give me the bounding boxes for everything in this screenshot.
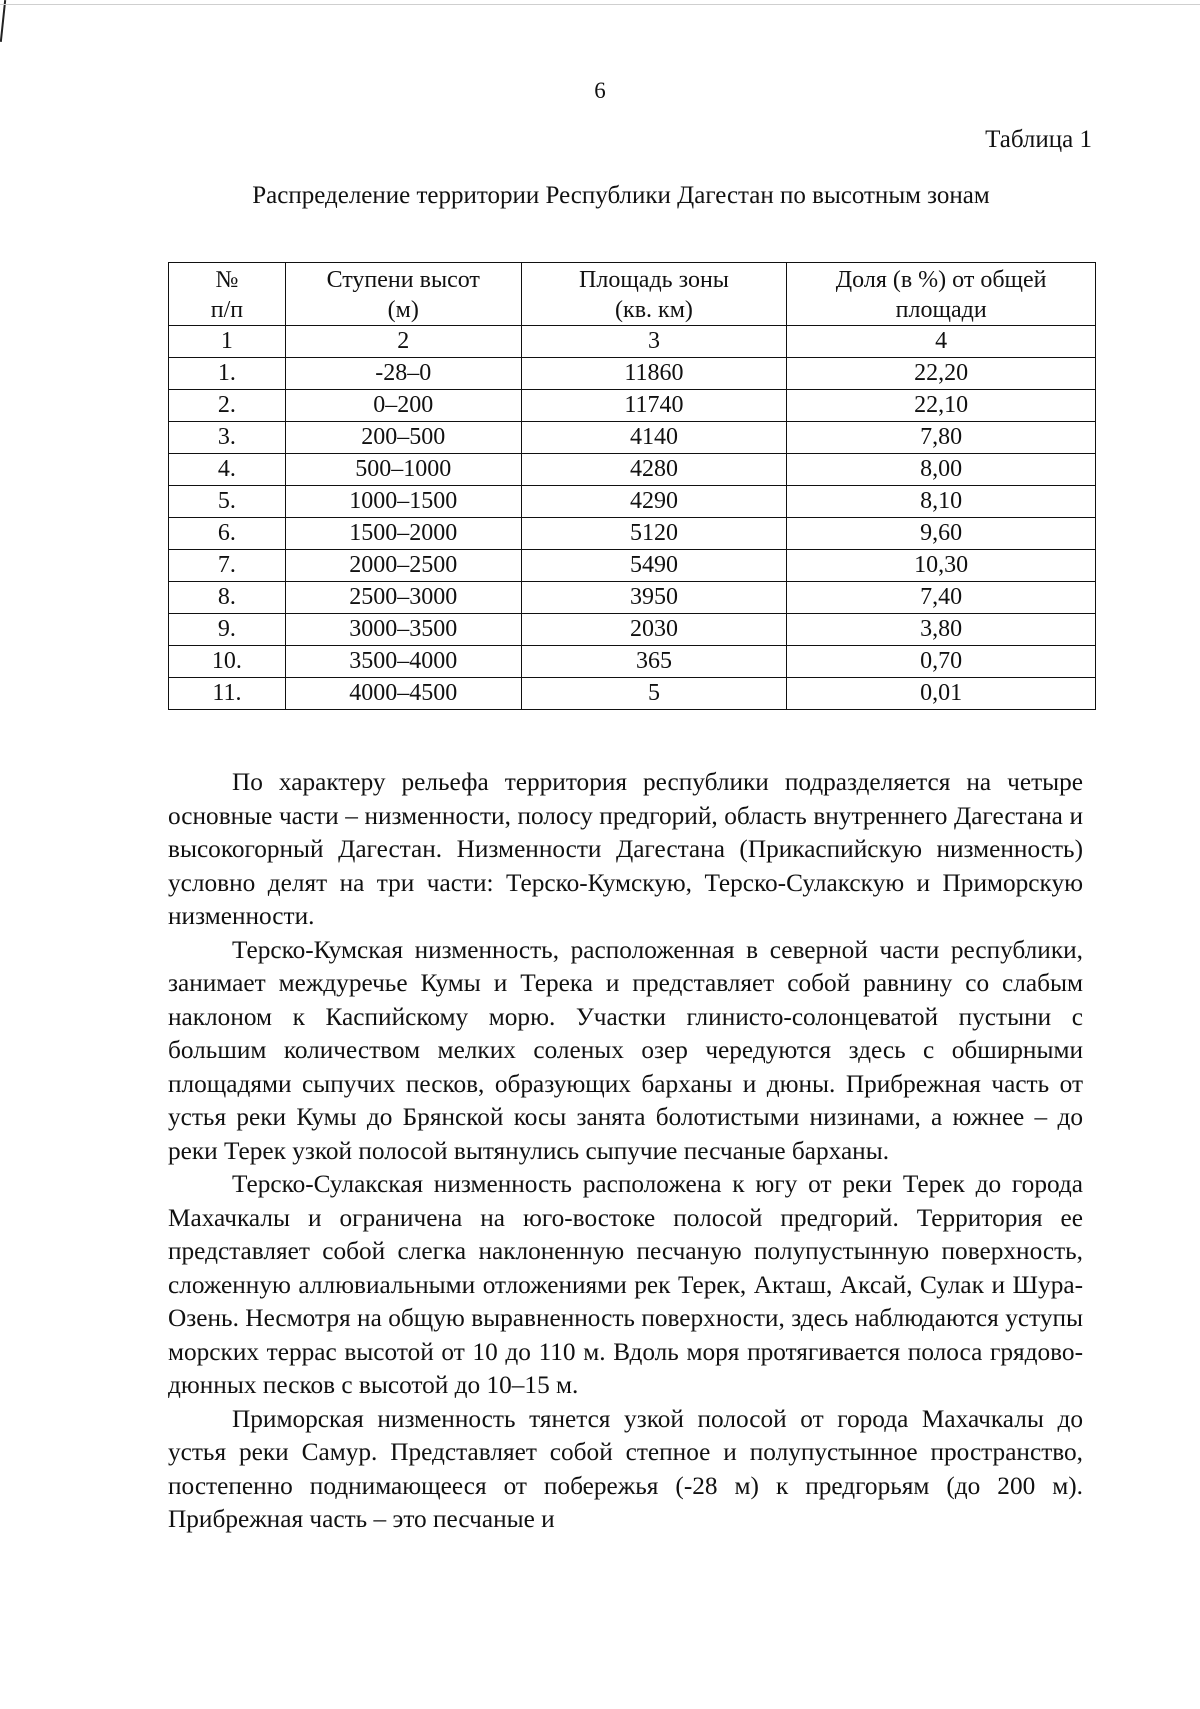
table-row [169,582,1096,614]
table-cell: 5. [169,486,286,518]
table-label: Таблица 1 [985,126,1092,153]
table-cell: 8. [169,582,286,614]
table-cell: 8,10 [787,486,1096,518]
paragraph: Терско-Кумская низменность, расположенная в северной части республики, занимает междуречье Кумы и Терека и представляет собой равнину со слабым наклоном к Каспийскому морю. Участки глинисто-солонцеватой пустыни с большим количеством мелких соленых озер чередуются здесь с обширными площадями сыпучих песков, образующих барханы и дюны. Прибрежная часть от устья реки Кумы до Брянской косы занята болотистыми низинами, а южнее – до реки Терек узкой полосой вытянулись сыпучие песчаные барханы. [168,935,1083,1165]
table-cell: 11. [169,678,286,710]
table-cell: 4290 [521,486,787,518]
table-row [169,422,1096,454]
table-cell: 4140 [521,422,787,454]
scan-top-line [0,4,1200,5]
column-number-row [169,326,1096,358]
table-cell: 4. [169,454,286,486]
table-row [169,678,1096,710]
table-row [169,454,1096,486]
table-cell: 0–200 [285,390,521,422]
table-cell: 0,01 [787,678,1096,710]
table-cell: 8,00 [787,454,1096,486]
table-cell: 3. [169,422,286,454]
table-cell: 6. [169,518,286,550]
table-cell: 1000–1500 [285,486,521,518]
table-cell: 7. [169,550,286,582]
table-cell: 3500–4000 [285,646,521,678]
paragraph: Терско-Сулакская низменность расположена к югу от реки Терек до города Махачкалы и ограничена на юго-востоке полосой предгорий. Территория ее представляет собой слегка наклоненную песчаную полупустынную поверхность, сложенную аллювиальными отложениями рек Терек, Акташ, Аксай, Сулак и Шура-Озень. Несмотря на общую выравненность поверхности, здесь наблюдаются уступы морских террас высотой от 10 до 110 м. Вдоль моря протягивается полоса грядово-дюнных песков с высотой до 10–15 м. [168,1170,1083,1399]
table-caption: Распределение территории Республики Дагестан по высотным зонам [252,182,990,209]
table-cell: 4000–4500 [285,678,521,710]
table-cell: -28–0 [285,358,521,390]
table-cell: 10. [169,646,286,678]
table-cell: 2. [169,390,286,422]
table-row [169,486,1096,518]
table-row [169,646,1096,678]
table-cell: 500–1000 [285,454,521,486]
page-number: 6 [594,78,606,103]
table-header-row [169,263,1096,326]
header-number: № п/п [169,263,286,326]
table-cell: 4280 [521,454,787,486]
table-cell: 1 [169,326,286,358]
table-cell: 1. [169,358,286,390]
table-cell: 22,20 [787,358,1096,390]
table-cell: 4 [787,326,1096,358]
table-cell: 2 [285,326,521,358]
table-cell: 200–500 [285,422,521,454]
paragraph: По характеру рельефа территория республики подразделяется на четыре основные части – низменности, полосу предгорий, область внутреннего Дагестана и высокогорный Дагестан. Низменности Дагестана (Прикаспийскую низменность) условно делят на три части: Терско-Кумскую, Терско-Сулакскую и Приморскую низменности. [168,768,1083,930]
table-cell: 3000–3500 [285,614,521,646]
paragraph: Приморская низменность тянется узкой полосой от города Махачкалы до устья реки Самур. Представляет собой степное и полупустынное пространство, постепенно поднимающееся от побережья (-28 м) к предгорьям (до 200 м). Прибрежная часть – это песчаные и [168,1404,1083,1533]
header-share: Доля (в %) от общей площади [787,263,1096,326]
table-cell: 5120 [521,518,787,550]
table-cell: 7,80 [787,422,1096,454]
table-cell: 2500–3000 [285,582,521,614]
table-cell: 365 [521,646,787,678]
table-cell: 9,60 [787,518,1096,550]
table-cell: 9. [169,614,286,646]
table-cell: 5 [521,678,787,710]
table-cell: 2000–2500 [285,550,521,582]
header-altitude: Ступени высот (м) [285,263,521,326]
table-cell: 7,40 [787,582,1096,614]
table-cell: 11860 [521,358,787,390]
table-cell: 0,70 [787,646,1096,678]
table-cell: 5490 [521,550,787,582]
scan-edge-mark [0,0,6,42]
table-row [169,550,1096,582]
table-cell: 1500–2000 [285,518,521,550]
body-text [168,766,1083,1537]
table-cell: 2030 [521,614,787,646]
table-row [169,614,1096,646]
table-row [169,518,1096,550]
table-cell: 22,10 [787,390,1096,422]
header-area: Площадь зоны (кв. км) [521,263,787,326]
table-cell: 3 [521,326,787,358]
table-cell: 3,80 [787,614,1096,646]
table-cell: 10,30 [787,550,1096,582]
table-row [169,390,1096,422]
table-cell: 3950 [521,582,787,614]
altitude-zones-table [168,262,1096,710]
table-cell: 11740 [521,390,787,422]
table-row [169,358,1096,390]
